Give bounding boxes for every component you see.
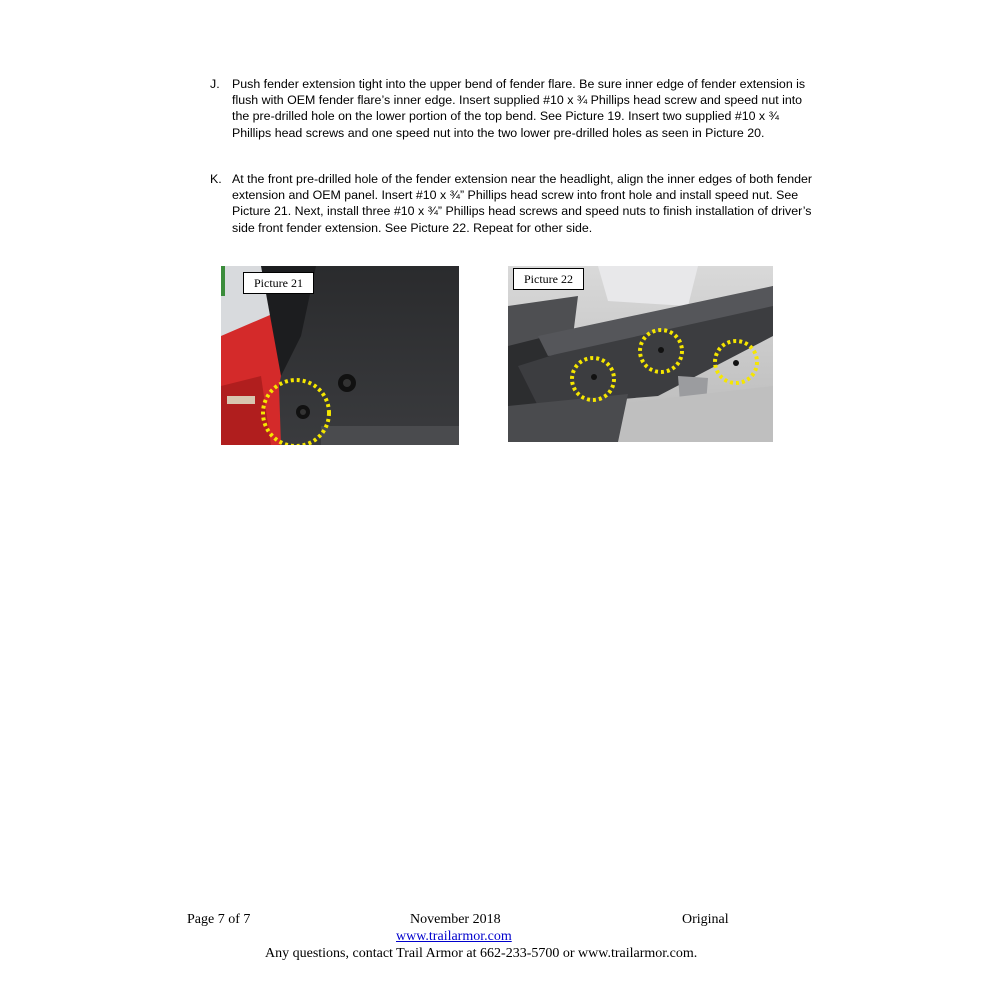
footer-page-number: Page 7 of 7 [187, 912, 251, 927]
footer-date: November 2018 [410, 912, 501, 927]
step-text: At the front pre-drilled hole of the fender extension near the headlight, align the inner edges of both fender extension and OEM panel. Insert #10 x ¾” Phillips head screw into front hole and install speed nut. See Picture 21. Next, install three #10 x ¾” Phillips head screws and speed nuts to finish installation of driver’s side front fender extension. See Picture 22. Repeat for other side. [232, 172, 813, 235]
instruction-step-j [210, 76, 820, 141]
picture-22-image [508, 266, 773, 442]
picture-caption: Picture 21 [243, 272, 314, 294]
instruction-step-k [210, 171, 820, 236]
step-text: Push fender extension tight into the upper bend of fender flare. Be sure inner edge of fender extension is flush with OEM fender flare’s inner edge. Insert supplied #10 x ¾ Phillips head screw and speed nut into the pre-drilled hole on the lower portion of the top bend. See Picture 19. Insert two supplied #10 x ¾ Phillips head screws and one speed nut into the two lower pre-drilled holes as seen in Picture 20. [232, 77, 806, 140]
step-letter: K. [210, 172, 222, 186]
website-link[interactable]: www.trailarmor.com [396, 929, 512, 944]
footer-contact: Any questions, contact Trail Armor at 662-233-5700 or www.trailarmor.com. [265, 946, 698, 961]
footer-status: Original [682, 912, 729, 927]
picture-21-photo [221, 266, 459, 445]
step-letter: J. [210, 77, 220, 91]
picture-caption: Picture 22 [513, 268, 584, 290]
picture-22-photo [508, 266, 773, 442]
